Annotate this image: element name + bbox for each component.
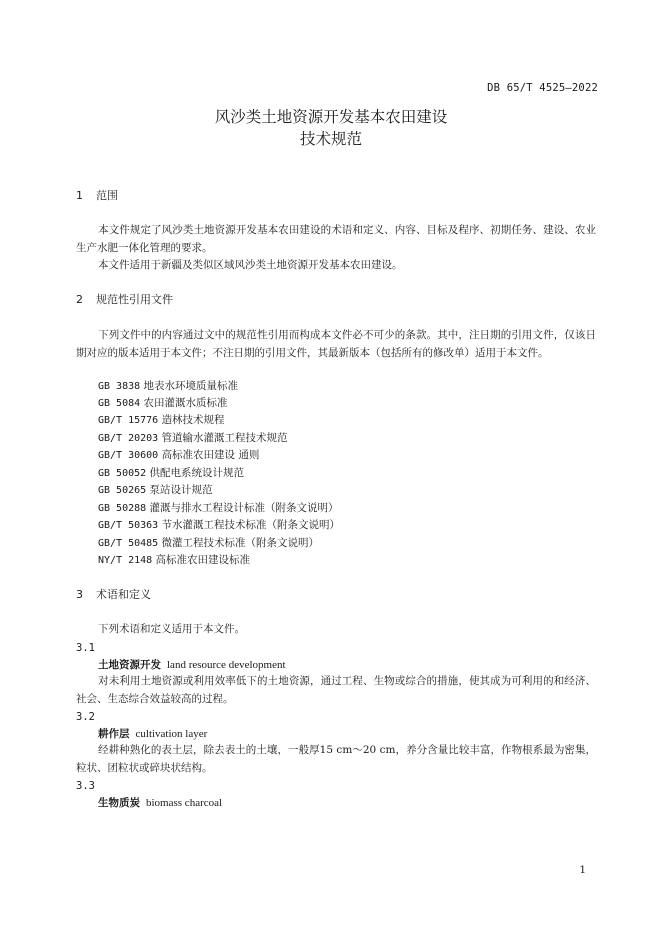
clause-number: 3.2: [76, 711, 95, 723]
reference-item: GB/T 20203 管道输水灌溉工程技术规范: [98, 432, 288, 444]
paragraph-text: 经耕种熟化的表土层，除去表土的土壤，一般厚15 cm～20 cm，养分含量比较丰富，作物根系最为密集，粒状、团粒状或碎块状结构。: [76, 744, 596, 774]
term-heading: [98, 726, 207, 742]
term-en: cultivation layer: [135, 728, 208, 740]
paragraph-text: 下列文件中的内容通过文中的规范性引用而构成本文件必不可少的条款。其中，注日期的引用文件，仅该日期对应的版本适用于本文件；不注日期的引用文件，其最新版本（包括所有的修改单）适用于本文件。: [76, 329, 596, 359]
section-2-heading: [76, 292, 173, 308]
paragraph-text: 对未利用土地资源或利用效率低下的土地资源，通过工程、生物或综合的措施，使其成为可利用的和经济、社会、生态综合效益较高的过程。: [76, 675, 596, 705]
reference-item: GB/T 15776 造林技术规程: [98, 414, 225, 426]
paragraph-text: 本文件规定了风沙类土地资源开发基本农田建设的术语和定义、内容、目标及程序、初期任务、建设、农业生产水肥一体化管理的要求。: [76, 224, 596, 254]
term-zh: 耕作层: [98, 728, 130, 740]
reference-item: GB/T 50485 微灌工程技术标准（附条文说明）: [98, 537, 320, 549]
reference-item: GB 50265 泵站设计规范: [98, 484, 213, 496]
reference-item: GB/T 30600 高标准农田建设 通则: [98, 449, 260, 461]
section-number: 3: [76, 588, 83, 601]
paragraph-text: 下列术语和定义适用于本文件。: [98, 623, 245, 635]
section-2-intro: [76, 327, 596, 362]
section-1-paragraph-1: [76, 222, 596, 257]
section-title: 规范性引用文件: [96, 293, 173, 306]
reference-item: GB 50052 供配电系统设计规范: [98, 467, 245, 479]
term-en: biomass charcoal: [146, 797, 223, 809]
reference-item: GB/T 50363 节水灌溉工程技术标准（附条文说明）: [98, 519, 341, 531]
clause-number: 3.1: [76, 642, 95, 654]
term-heading: [98, 657, 286, 673]
section-3-heading: [76, 587, 151, 603]
paragraph-text: 本文件适用于新疆及类似区域风沙类土地资源开发基本农田建设。: [98, 259, 403, 271]
term-zh: 土地资源开发: [98, 659, 161, 671]
reference-item: GB 50288 灌溉与排水工程设计标准（附条文说明）: [98, 502, 339, 514]
section-1-paragraph-2: [76, 257, 596, 275]
section-number: 2: [76, 293, 83, 306]
document-title-line2: 技术规范: [299, 130, 362, 148]
reference-item: GB 5084 农田灌溉水质标准: [98, 397, 228, 409]
clause-number: 3.3: [76, 780, 95, 792]
section-1-heading: [76, 188, 118, 204]
term-definition: [76, 673, 596, 708]
page-number: 1: [579, 864, 586, 876]
section-title: 术语和定义: [96, 588, 151, 601]
document-title-line1: 风沙类土地资源开发基本农田建设: [214, 108, 448, 126]
term-heading: [98, 795, 222, 811]
reference-item: GB 3838 地表水环境质量标准: [98, 380, 238, 392]
term-en: land resource development: [167, 659, 286, 671]
section-number: 1: [76, 189, 83, 202]
document-id: DB 65/T 4525—2022: [487, 82, 598, 94]
reference-item: NY/T 2148 高标准农田建设标准: [98, 554, 251, 566]
term-definition: [76, 742, 596, 777]
section-3-intro: [76, 621, 596, 639]
section-title: 范围: [96, 189, 118, 202]
term-zh: 生物质炭: [98, 797, 140, 809]
